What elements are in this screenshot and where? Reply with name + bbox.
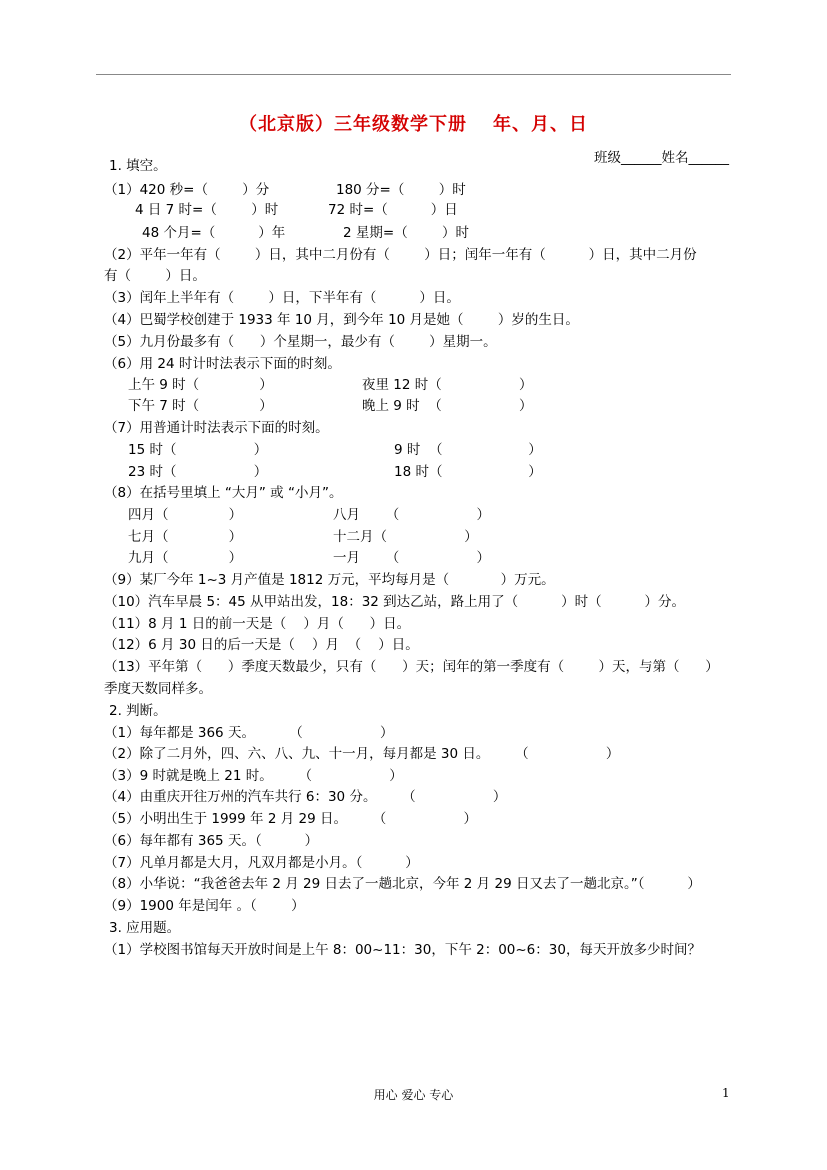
class-name-field: 班级______姓名______: [594, 150, 729, 166]
worksheet-line: 下午 7 时（ ）: [128, 398, 273, 414]
worksheet-line: 十二月（ ）: [333, 529, 478, 545]
worksheet-line: （12）6 月 30 日的后一天是（ ）月 （ ）日。: [104, 637, 419, 653]
worksheet-line: 23 时（ ）: [128, 464, 268, 480]
worksheet-line: 八月 （ ）: [333, 507, 490, 523]
worksheet-line: 一月 （ ）: [333, 550, 490, 566]
title-part-1: （北京版）三年级数学下册: [239, 114, 467, 135]
worksheet-line: （8）小华说：“我爸爸去年 2 月 29 日去了一趟北京，今年 2 月 29 日又去了一趟北京。”（ ）: [104, 876, 701, 892]
worksheet-line: 18 时（ ）: [394, 464, 542, 480]
worksheet-line: （5）九月份最多有（ ）个星期一，最少有（ ）星期一。: [104, 334, 497, 350]
worksheet-line: 晚上 9 时 （ ）: [362, 398, 533, 414]
worksheet-line: （6）每年都有 365 天。（ ）: [104, 833, 319, 849]
worksheet-line: 15 时（ ）: [128, 442, 268, 458]
worksheet-line: 2. 判断。: [109, 703, 167, 719]
worksheet-line: （9）某厂今年 1~3 月产值是 1812 万元，平均每月是（ ）万元。: [104, 572, 555, 588]
worksheet-line: （7）凡单月都是大月，凡双月都是小月。（ ）: [104, 855, 419, 871]
worksheet-line: （3）9 时就是晚上 21 时。 （ ）: [104, 768, 403, 784]
worksheet-line: （1）学校图书馆每天开放时间是上午 8：00~11：30，下午 2：00~6：30，每天开放多少时间？: [104, 942, 701, 958]
worksheet-line: 9 时 （ ）: [394, 442, 542, 458]
worksheet-line: （7）用普通计时法表示下面的时刻。: [104, 420, 329, 436]
worksheet-line: 七月（ ）: [128, 529, 243, 545]
worksheet-line: 四月（ ）: [128, 507, 243, 523]
worksheet-line: 九月（ ）: [128, 550, 243, 566]
page-title: [0, 110, 827, 136]
worksheet-line: （1）420 秒=（ ）分: [104, 182, 270, 198]
worksheet-line: 48 个月=（ ）年: [142, 225, 286, 241]
worksheet-line: （10）汽车早晨 5：45 从甲站出发，18：32 到达乙站，路上用了（ ）时（ ）分。: [104, 594, 685, 610]
worksheet-line: （8）在括号里填上 “大月” 或 “小月”。: [104, 485, 343, 501]
worksheet-line: （9）1900 年是闰年 。（ ）: [104, 898, 305, 914]
worksheet-line: （4）由重庆开往万州的汽车共行 6：30 分。 （ ）: [104, 789, 507, 805]
worksheet-line: 季度天数同样多。: [104, 681, 212, 697]
worksheet-line: （5）小明出生于 1999 年 2 月 29 日。 （ ）: [104, 811, 477, 827]
worksheet-line: （6）用 24 时计时法表示下面的时刻。: [104, 356, 341, 372]
header-rule: [96, 74, 731, 75]
worksheet-line: 有（ ）日。: [104, 268, 206, 284]
worksheet-line: 4 日 7 时=（ ）时: [135, 202, 279, 218]
worksheet-line: （1）每年都是 366 天。 （ ）: [104, 725, 394, 741]
worksheet-line: 1. 填空。: [109, 158, 167, 174]
worksheet-line: （3）闰年上半年有（ ）日，下半年有（ ）日。: [104, 290, 460, 306]
worksheet-line: 72 时=（ ）日: [328, 202, 458, 218]
worksheet-line: （13）平年第（ ）季度天数最少，只有（ ）天；闰年的第一季度有（ ）天，与第（ ）: [104, 659, 719, 675]
worksheet-line: （2）除了二月外，四、六、八、九、十一月，每月都是 30 日。 （ ）: [104, 746, 620, 762]
worksheet-line: 180 分=（ ）时: [336, 182, 466, 198]
worksheet-line: （4）巴蜀学校创建于 1933 年 10 月，到今年 10 月是她（ ）岁的生日。: [104, 312, 579, 328]
title-part-2: 年、月、日: [493, 114, 588, 135]
worksheet-line: 上午 9 时（ ）: [128, 377, 273, 393]
page-footer: 用心 爱心 专心: [373, 1088, 454, 1102]
worksheet-line: 夜里 12 时（ ）: [362, 377, 533, 393]
worksheet-line: （11）8 月 1 日的前一天是（ ）月（ ）日。: [104, 616, 411, 632]
worksheet-line: 3. 应用题。: [109, 920, 181, 936]
page-number: 1: [722, 1086, 730, 1100]
worksheet-line: （2）平年一年有（ ）日，其中二月份有（ ）日；闰年一年有（ ）日，其中二月份: [104, 247, 697, 263]
worksheet-line: 2 星期=（ ）时: [343, 225, 470, 241]
